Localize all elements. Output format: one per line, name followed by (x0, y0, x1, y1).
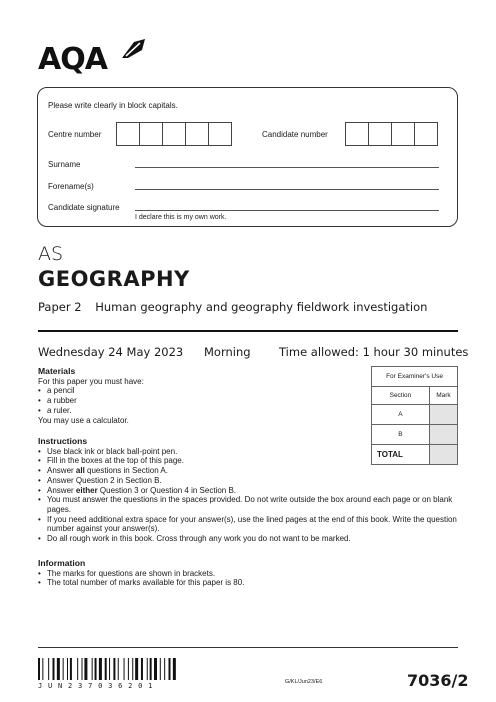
exam-subject: GEOGRAPHY (38, 267, 190, 291)
mark-cell (429, 405, 457, 425)
centre-number-boxes[interactable] (117, 122, 232, 146)
candidate-number-digit[interactable] (345, 122, 369, 146)
candidate-number-digit[interactable] (368, 122, 392, 146)
title-divider (38, 330, 458, 332)
instructions-section (38, 437, 458, 544)
paper-number: Paper 2 (38, 300, 82, 314)
barcode-number: JUN237036201 (38, 682, 159, 690)
barcode (38, 658, 210, 680)
instruction-item: • Answer either Question 3 or Question 4 in Section B. (38, 486, 458, 496)
materials-item: • a rubber (38, 396, 358, 406)
footer-divider (38, 647, 458, 648)
candidate-number-label: Candidate number (262, 130, 328, 139)
information-item: • The marks for questions are shown in brackets. (38, 569, 458, 579)
centre-number-digit[interactable] (162, 122, 186, 146)
paper-code: 7036/2 (407, 671, 469, 690)
exam-level: AS (38, 243, 64, 265)
instruction-item: • Use black ink or black ball-point pen. (38, 447, 458, 457)
centre-number-label: Centre number (48, 130, 102, 139)
centre-number-digit[interactable] (116, 122, 140, 146)
instruction-item: • Answer Question 2 in Section B. (38, 476, 458, 486)
centre-number-digit[interactable] (208, 122, 232, 146)
surname-label: Surname (48, 160, 81, 169)
leaf-icon (120, 38, 146, 60)
centre-number-digit[interactable] (185, 122, 209, 146)
materials-intro: For this paper you must have: (38, 376, 144, 386)
logo-text: AQA (38, 42, 107, 77)
materials-item: • a pencil (38, 386, 358, 396)
materials-section (38, 367, 358, 425)
forenames-label: Forename(s) (48, 182, 94, 191)
materials-heading: Materials (38, 366, 76, 376)
surname-field[interactable] (135, 167, 439, 168)
instruction-item: • Fill in the boxes at the top of this page. (38, 456, 458, 466)
exam-session: Morning (204, 345, 251, 359)
paper-title: Human geography and geography fieldwork investigation (95, 300, 428, 314)
information-list (38, 569, 458, 588)
materials-note: You may use a calculator. (38, 415, 129, 425)
candidate-number-digit[interactable] (414, 122, 438, 146)
mark-column-header: Mark (429, 387, 457, 405)
instruction-item: • You must answer the questions in the spaces provided. Do not write outside the box around each page or on blank pages. (38, 495, 458, 514)
materials-item: • a ruler. (38, 406, 358, 416)
paper-heading (38, 300, 427, 314)
instruction-item: • If you need additional extra space for your answer(s), use the lined pages at the end of this book. Write the question number against your answer(s). (38, 515, 458, 534)
information-section (38, 559, 458, 588)
candidate-number-boxes[interactable] (346, 122, 438, 146)
aqa-logo (38, 38, 148, 78)
information-heading: Information (38, 558, 86, 568)
section-column-header: Section (372, 387, 430, 405)
section-label: A (372, 405, 430, 425)
instruction-item: • Answer all questions in Section A. (38, 466, 458, 476)
signature-field[interactable] (135, 210, 439, 211)
forenames-field[interactable] (135, 189, 439, 190)
section-label: B (372, 425, 430, 445)
exam-date: Wednesday 24 May 2023 (38, 345, 184, 359)
centre-number-digit[interactable] (139, 122, 163, 146)
instructions-heading: Instructions (38, 436, 88, 446)
document-reference: G/KL/Jun23/E6 (285, 679, 323, 685)
signature-label: Candidate signature (48, 203, 120, 212)
total-label: TOTAL (372, 445, 430, 465)
examiner-table-title: For Examiner's Use (372, 367, 458, 387)
block-capitals-instruction: Please write clearly in block capitals. (48, 101, 178, 110)
time-allowed: Time allowed: 1 hour 30 minutes (279, 345, 469, 359)
declaration-text: I declare this is my own work. (135, 214, 227, 221)
candidate-number-digit[interactable] (391, 122, 415, 146)
information-item: • The total number of marks available for this paper is 80. (38, 578, 458, 588)
materials-list (38, 386, 358, 415)
instructions-list (38, 447, 458, 544)
instruction-item: • Do all rough work in this book. Cross through any work you do not want to be marked. (38, 534, 458, 544)
